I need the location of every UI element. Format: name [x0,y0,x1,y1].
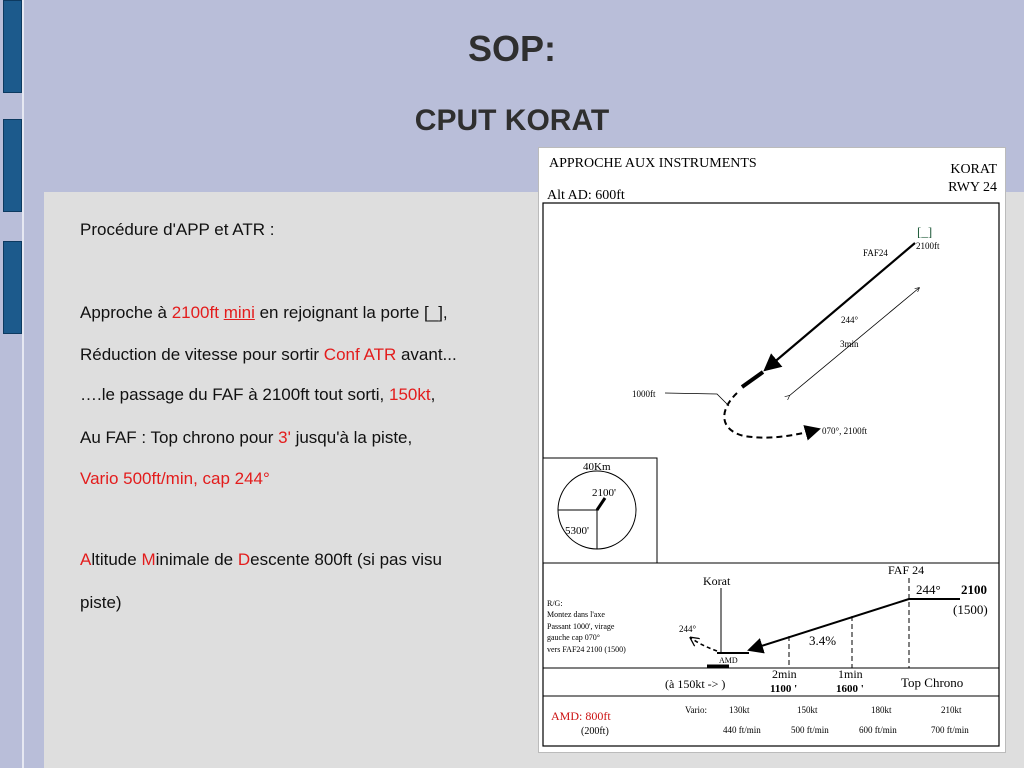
text-span: Approche à [80,303,172,322]
track-segment [742,372,763,387]
1000ft-leader [665,393,729,406]
highlight-span: 2100ft [171,303,219,322]
text-line-3 [80,385,435,405]
footer-rate-3: 600 ft/min [859,725,897,735]
highlight-span: M [141,550,156,569]
text-span: avant... [396,345,457,364]
footer-rate-4: 700 ft/min [931,725,969,735]
text-line-4 [80,428,412,448]
rg-line-3: Passant 1000', virage [547,622,615,631]
chart-header-rwy: RWY 24 [948,180,997,195]
plan-heading-label: 244° [841,315,859,325]
highlight-span: 150kt [389,385,431,404]
footer-rate-1: 440 ft/min [723,725,761,735]
faf-plan-label: FAF24 [863,248,888,258]
turn-label: 070°, 2100ft [822,426,868,436]
profile-2min: 2min [772,667,797,681]
text-span: jusqu'à la piste, [290,428,413,447]
footer-speed-1: 130kt [729,705,750,715]
approach-chart [538,147,1006,753]
approach-chart-svg [539,148,1007,754]
profile-alt-faf-paren: (1500) [953,602,988,617]
chart-header-korat: KORAT [950,162,997,177]
msa-alt-2: 5300' [565,525,589,537]
text-span: ….le passage du FAF à 2100ft tout sorti, [80,385,390,404]
slide-title: SOP: [467,28,556,69]
plan-time-label: 3min [840,339,859,349]
text-span: , [430,385,436,404]
profile-heading-label: 244° [916,582,941,597]
footer-rate-2: 500 ft/min [791,725,829,735]
chart-header-left: APPROCHE AUX INSTRUMENTS [549,156,757,171]
profile-1100: 1100 ' [770,683,798,695]
text-line-2 [80,345,457,365]
profile-speed: (à 150kt -> ) [665,677,726,691]
slide-tab-3 [3,241,22,334]
profile-faf-label: FAF 24 [888,563,925,577]
chart-alt-ad: Alt AD: 600ft [547,188,625,203]
text-span: Réduction de vitesse pour sortir [80,345,324,364]
rg-line-1: R/G: [547,599,563,608]
profile-1600: 1600 ' [836,683,864,695]
text-span: inimale de [155,550,238,569]
footer-amd: AMD: 800ft [551,709,611,723]
profile-amd-box: AMD [719,656,738,665]
procedure-heading: Procédure d'APP et ATR : [80,220,275,239]
text-span: en rejoignant la porte [_], [254,303,448,322]
text-span: Au FAF : Top chrono pour [80,428,279,447]
highlight-span: D [237,550,251,569]
gate-alt-label: 2100ft [916,241,940,251]
text-line-7: piste) [80,593,122,612]
footer-speed-3: 180kt [871,705,892,715]
text-line-1 [80,303,448,323]
gate-label: [_] [917,224,933,239]
highlight-span: mini [223,303,255,322]
plan-1000ft-label: 1000ft [632,389,656,399]
footer-vario-label: Vario: [685,705,707,715]
footer-speed-4: 210kt [941,705,962,715]
footer-speed-2: 150kt [797,705,818,715]
highlight-span: Conf ATR [323,345,397,364]
slide-subtitle: CPUT KORAT [414,104,610,137]
profile-top-chrono: Top Chrono [901,675,964,690]
highlight-span: 3' [278,428,291,447]
rg-line-2: Montez dans l'axe [547,610,605,619]
text-span: ltitude [91,550,142,569]
rg-line-4: gauche cap 070° [547,633,600,642]
text-line-5: Vario 500ft/min, cap 244° [80,469,270,488]
rg-line-5: vers FAF24 2100 (1500) [547,645,626,654]
profile-1min: 1min [838,667,863,681]
profile-alt-faf: 2100 [961,582,987,597]
final-track [765,243,915,370]
msa-radius-label: 40Km [583,461,611,473]
profile-slope: 3.4% [809,633,837,648]
profile-missed-heading: 244° [679,624,697,634]
msa-alt-1: 2100' [592,487,616,499]
missed-climb [691,638,717,651]
highlight-span: A [80,550,92,569]
text-line-6 [80,550,442,570]
footer-amd-sub: (200ft) [581,726,609,737]
text-span: escente 800ft (si pas visu [250,550,442,569]
profile-korat-label: Korat [703,574,731,588]
missed-approach-turn [724,393,819,438]
